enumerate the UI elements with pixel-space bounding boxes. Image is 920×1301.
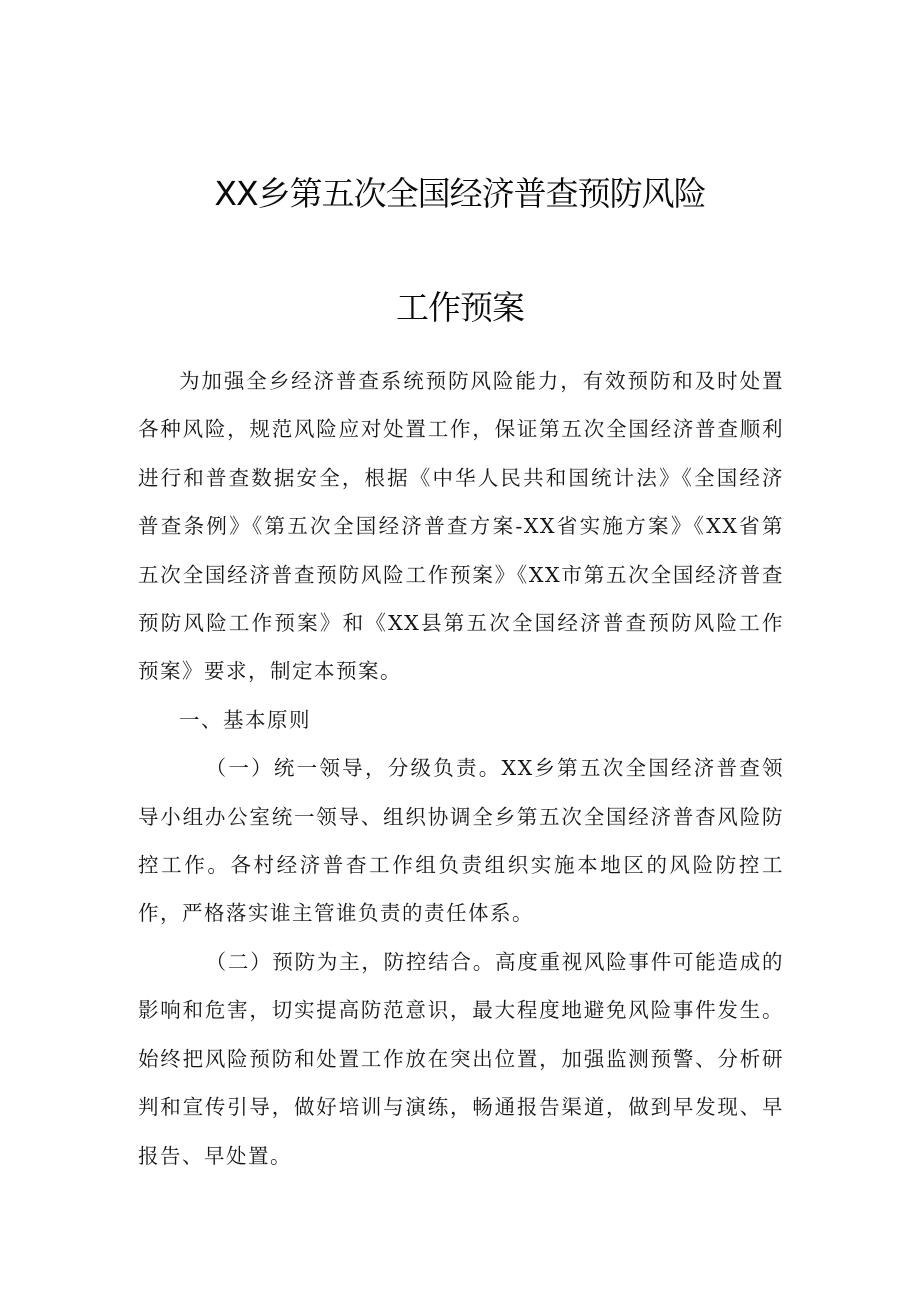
document-body <box>138 357 784 1180</box>
section-heading-basic-principles: 一、基本原则 <box>179 707 311 732</box>
document-title-line-1: XX乡第五次全国经济普查预防风险 <box>214 174 706 213</box>
principle-paragraph-1: （一）统一领导，分级负责。XX乡第五次全国经济普查领导小组办公室统一领导、组织协调全乡第五次全国经济普杳风险防控工作。各村经济普杳工作组负责组织实施本地区的风险防控工作，严格落实谁主管谁负责的责任体系。 <box>138 756 784 926</box>
document-title-line-2: 工作预案 <box>396 288 524 327</box>
principle-paragraph-2: （二）预防为主，防控结合。高度重视风险事件可能造成的影响和危害，切实提高防范意识，最大程度地避免风险事件发生。始终把风险预防和处置工作放在突出位置，加强监测预警、分析研判和宣传引导，做好培训与演练，畅通报告渠道，做到早发现、早报告、早处置。 <box>138 949 784 1168</box>
intro-paragraph: 为加强全乡经济普查系统预防风险能力，有效预防和及时处置各种风险，规范风险应对处置工作，保证第五次全国经济普查顺利进行和普查数据安全，根据《中华人民共和国统计法》《全国经济普查条例》《第五次全国经济普查方案-XX省实施方案》《XX省第五次全国经济普查预防风险工作预案》《XX市第五次全国经济普查预防风险工作预案》和《XX县第五次全国经济普查预防风险工作预案》要求，制定本预案。 <box>138 369 784 684</box>
